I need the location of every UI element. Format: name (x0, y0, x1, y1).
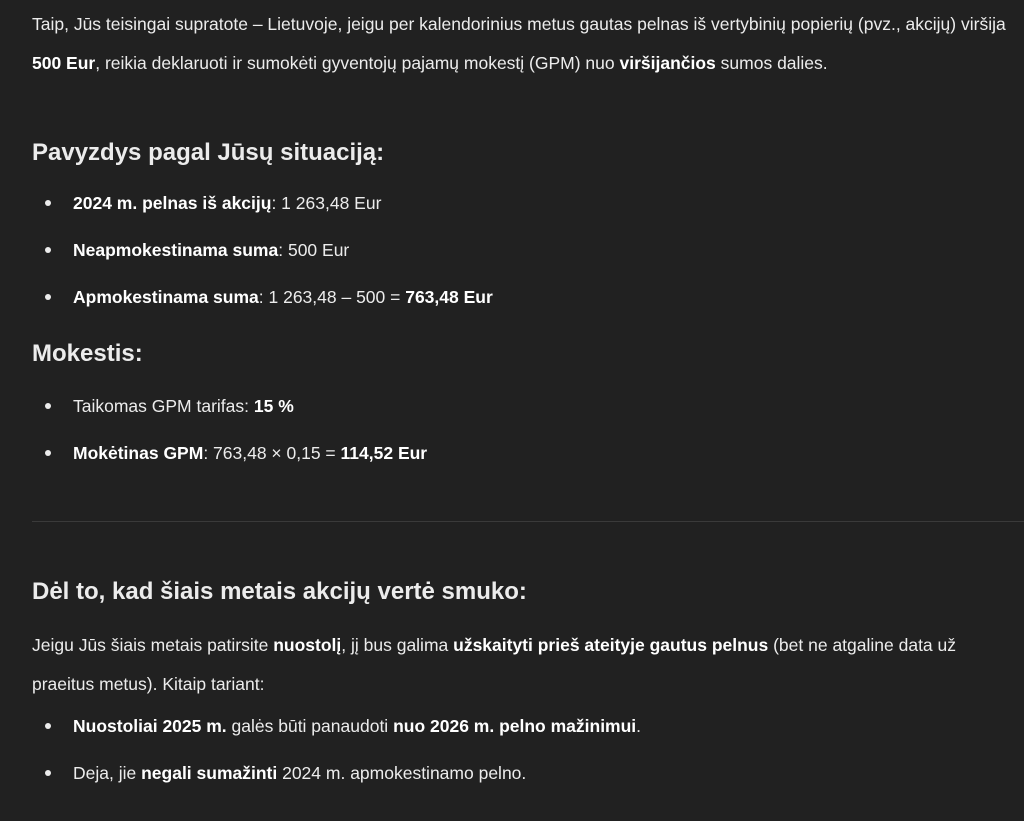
intro-text-3: sumos dalies. (715, 53, 828, 73)
list-item-bold: Neapmokestinama suma (73, 240, 279, 260)
example-list (32, 188, 1012, 329)
list-item (32, 391, 1012, 438)
intro-text-1: Taip, Jūs teisingai supratote – Lietuvoje, jeigu per kalendorinius metus gautas pelnas iš vertybinių popierių (pvz., akcijų) viršija (32, 14, 1006, 34)
tax-heading: Mokestis: (32, 340, 143, 367)
list-item-bold: negali sumažinti (141, 763, 278, 783)
list-item-bold: Apmokestinama suma (73, 287, 259, 307)
intro-text-2: , reikia deklaruoti ir sumokėti gyventojų pajamų mokestį (GPM) nuo (95, 53, 620, 73)
loss-list (32, 711, 1012, 805)
loss-heading: Dėl to, kad šiais metais akcijų vertė smuko: (32, 578, 527, 605)
list-item-bold-result: 763,48 Eur (405, 287, 493, 307)
list-item-text-2: 2024 m. apmokestinamo pelno. (277, 763, 527, 783)
list-item-bold: Mokėtinas GPM (73, 443, 204, 463)
list-item (32, 758, 1012, 805)
list-item-text: : 1 263,48 – 500 = (258, 287, 406, 307)
list-item-bold-result: 114,52 Eur (340, 443, 428, 463)
intro-paragraph (32, 5, 1012, 83)
list-item-text: : 500 Eur (278, 240, 350, 260)
horizontal-divider (32, 521, 1024, 522)
loss-text-3: (bet ne atgaline data už praeitus metus). Kitaip tariant: (32, 635, 957, 694)
list-item-text: Taikomas GPM tarifas: (73, 396, 254, 416)
loss-bold-loss: nuostolį (273, 635, 342, 655)
list-item (32, 188, 1012, 235)
list-item-bold: Nuostoliai 2025 m. (73, 716, 227, 736)
list-item (32, 438, 1012, 485)
list-item-text: : 763,48 × 0,15 = (203, 443, 341, 463)
list-item-text: Deja, jie (73, 763, 142, 783)
loss-text-2: , jį bus galima (341, 635, 454, 655)
list-item-bold-rate: 15 % (253, 396, 294, 416)
tax-list (32, 391, 1012, 485)
intro-bold-amount: 500 Eur (32, 53, 96, 73)
list-item-text: : 1 263,48 Eur (271, 193, 382, 213)
list-item-text: galės būti panaudoti (226, 716, 394, 736)
loss-paragraph (32, 626, 1022, 704)
intro-bold-excess: viršijančios (619, 53, 716, 73)
list-item (32, 282, 1012, 329)
list-item (32, 235, 1012, 282)
list-item-bold: 2024 m. pelnas iš akcijų (73, 193, 272, 213)
list-item-text-2: . (636, 716, 642, 736)
example-heading: Pavyzdys pagal Jūsų situaciją: (32, 139, 385, 166)
list-item-bold-2: nuo 2026 m. pelno mažinimui (393, 716, 637, 736)
list-item (32, 711, 1012, 758)
loss-bold-offset: užskaityti prieš ateityje gautus pelnus (453, 635, 769, 655)
loss-text-1: Jeigu Jūs šiais metais patirsite (32, 635, 274, 655)
